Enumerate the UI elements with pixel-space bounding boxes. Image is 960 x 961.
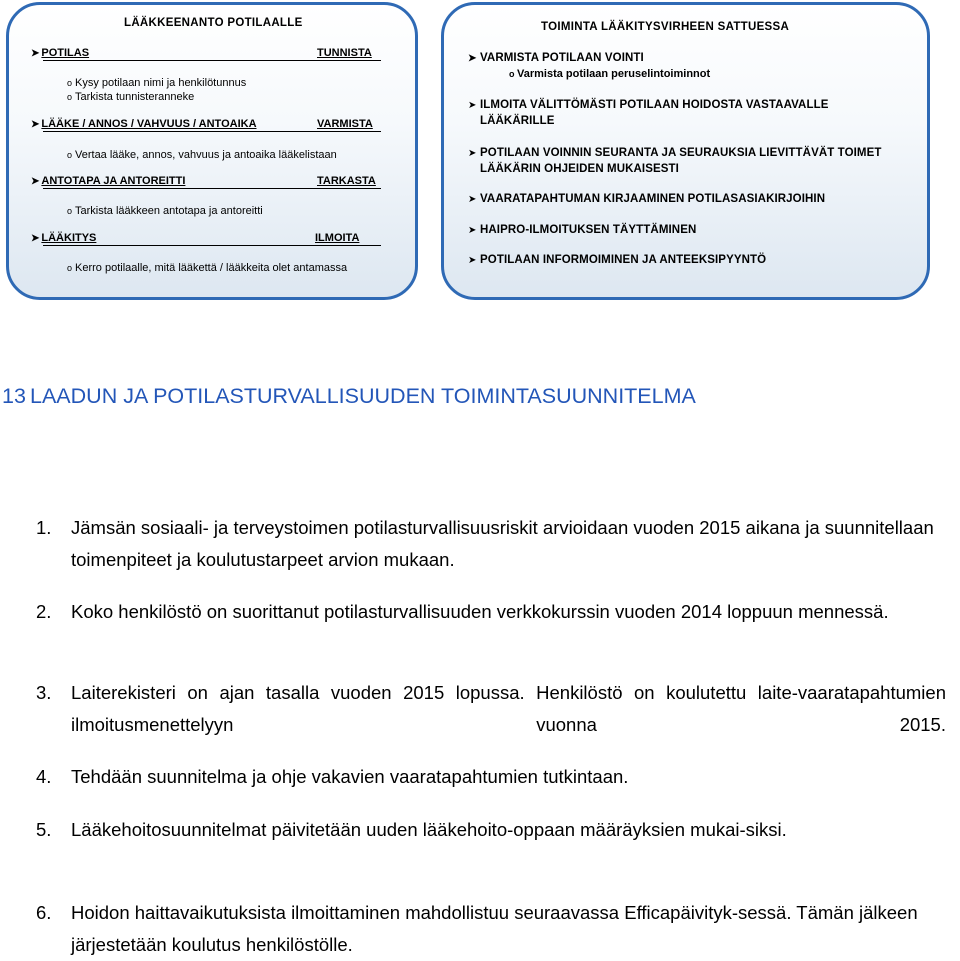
list-item: ➤ VARMISTA POTILAAN VOINTI <box>480 51 900 67</box>
list-item-sub: o Varmista potilaan peruselintoiminnot <box>509 68 711 80</box>
list-item: 3. Laiterekisteri on ajan tasalla vuoden 2015 lopussa. Henkilöstö on koulutettu laite-vaaratapahtumien ilmoitusmenettelyyn vuonna 2015. <box>36 682 946 735</box>
circle-bullet-icon: o <box>67 150 73 160</box>
list-item: o Tarkista tunnisteranneke <box>67 91 195 103</box>
divider <box>43 245 381 246</box>
divider <box>43 188 381 189</box>
section-header-route: ➤ ANTOTAPA JA ANTOREITTI <box>31 175 186 187</box>
list-item: 1. Jämsän sosiaali- ja terveystoimen potilasturvallisuusriskit arvioidaan vuoden 2015 aikana ja suunnitellaan toimenpiteet ja koulutustarpeet arvion mukaan. <box>36 517 934 570</box>
section-title: LAADUN JA POTILASTURVALLISUUDEN TOIMINTASUUNNITELMA <box>30 384 696 408</box>
arrow-icon: ➤ <box>468 53 477 64</box>
circle-bullet-icon: o <box>67 78 73 88</box>
circle-bullet-icon: o <box>67 263 73 273</box>
arrow-icon: ➤ <box>31 119 40 130</box>
list-item: o Vertaa lääke, annos, vahvuus ja antoaika lääkelistaan <box>67 149 337 161</box>
arrow-icon: ➤ <box>468 100 477 111</box>
section-number: 13 <box>2 384 26 408</box>
list-item: VAARATAPAHTUMAN KIRJAAMINEN POTILASASIAKIRJOIHIN <box>480 193 826 205</box>
list-item: 5. Lääkehoitosuunnitelmat päivitetään uuden lääkehoito-oppaan määräyksien mukai-siksi. <box>36 819 787 840</box>
section-header-patient: ➤ POTILAS <box>31 47 90 59</box>
section-action-inform: ILMOITA <box>315 232 360 244</box>
list-item: 4. Tehdään suunnitelma ja ohje vakavien vaaratapahtumien tutkintaan. <box>36 766 629 787</box>
circle-bullet-icon: o <box>67 206 73 216</box>
medication-error-panel <box>441 2 930 300</box>
medication-administration-panel <box>6 2 418 300</box>
arrow-icon: ➤ <box>468 194 477 205</box>
divider <box>43 131 381 132</box>
list-item: 2. Koko henkilöstö on suorittanut potilasturvallisuuden verkkokurssin vuoden 2014 loppuun mennessä. <box>36 601 889 622</box>
section-action-identify: TUNNISTA <box>317 47 372 59</box>
list-item: o Tarkista lääkkeen antotapa ja antoreitti <box>67 205 263 217</box>
list-item: 6. Hoidon haittavaikutuksista ilmoittaminen mahdollistuu seuraavassa Efficapäivityk-sessä. Tämän jälkeen järjestetään koulutus henkilöstölle. <box>36 902 918 955</box>
list-item: POTILAAN VOINNIN SEURANTA JA SEURAUKSIA LIEVITTÄVÄT TOIMET LÄÄKÄRIN OHJEIDEN MUKAISESTI <box>480 147 882 175</box>
arrow-icon: ➤ <box>468 148 477 159</box>
section-header-medication: ➤ LÄÄKITYS <box>31 232 97 244</box>
list-item: o Kerro potilaalle, mitä lääkettä / lääkkeita olet antamassa <box>67 262 348 274</box>
section-heading <box>0 384 960 409</box>
panel-title: LÄÄKKEENANTO POTILAALLE <box>124 17 303 29</box>
arrow-icon: ➤ <box>468 225 477 236</box>
divider <box>43 60 381 61</box>
section-header-medicine: ➤ LÄÄKE / ANNOS / VAHVUUS / ANTOAIKA <box>31 118 257 130</box>
list-item: ILMOITA VÄLITTÖMÄSTI POTILAAN HOIDOSTA VASTAAVALLE LÄÄKÄRILLE <box>480 99 829 127</box>
panel-title: TOIMINTA LÄÄKITYSVIRHEEN SATTUESSA <box>541 21 790 33</box>
arrow-icon: ➤ <box>31 48 40 59</box>
section-action-check: TARKASTA <box>317 175 376 187</box>
circle-bullet-icon: o <box>509 69 515 79</box>
circle-bullet-icon: o <box>67 92 73 102</box>
section-action-verify: VARMISTA <box>317 118 373 130</box>
list-item: o Kysy potilaan nimi ja henkilötunnus <box>67 77 247 89</box>
list-item: POTILAAN INFORMOIMINEN JA ANTEEKSIPYYNTÖ <box>480 254 767 266</box>
arrow-icon: ➤ <box>31 176 40 187</box>
arrow-icon: ➤ <box>31 233 40 244</box>
list-item: HAIPRO-ILMOITUKSEN TÄYTTÄMINEN <box>480 224 697 236</box>
arrow-icon: ➤ <box>468 255 477 266</box>
